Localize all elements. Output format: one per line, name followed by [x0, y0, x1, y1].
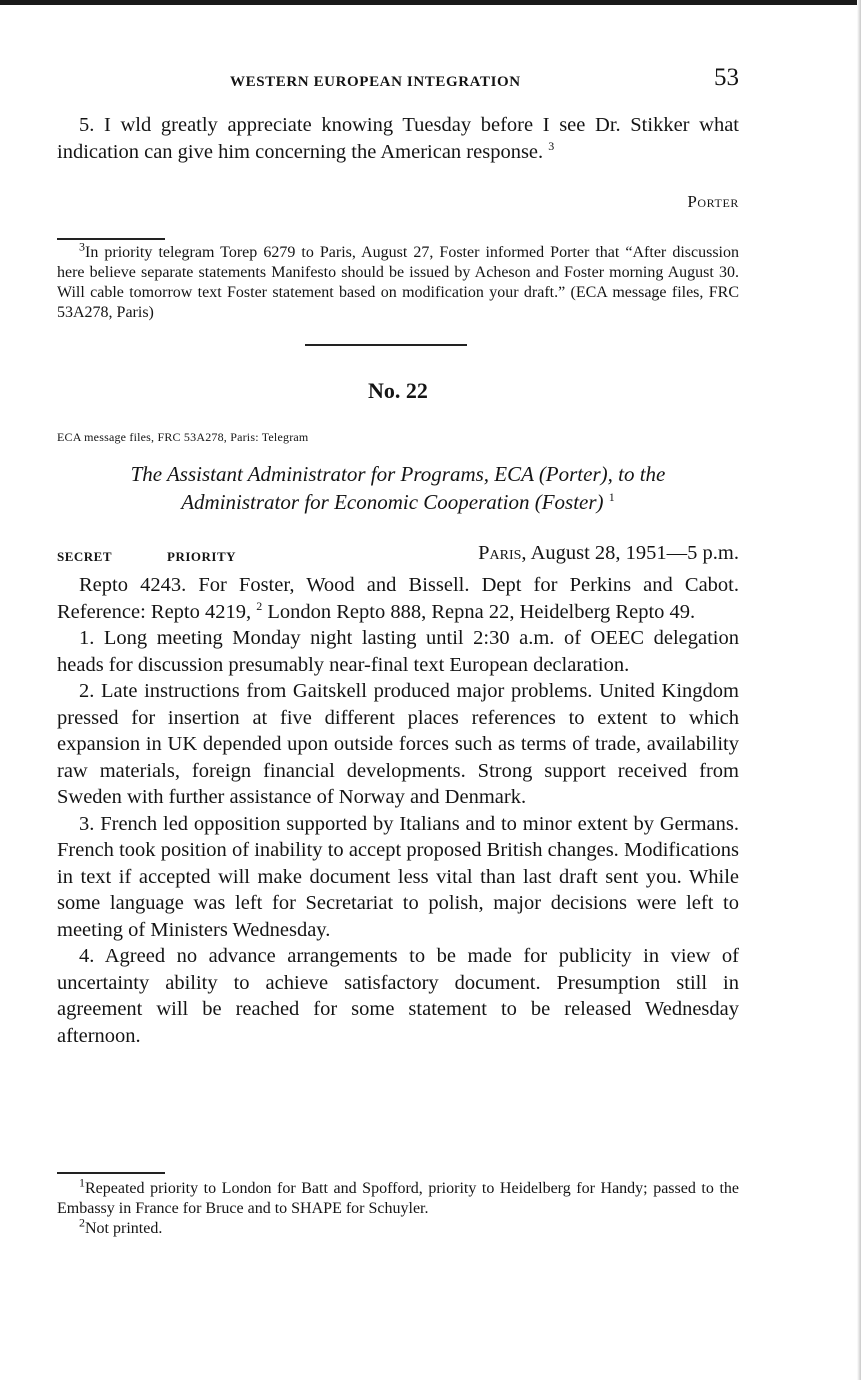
footnote-rule-top — [57, 238, 165, 240]
document-number: No. 22 — [368, 378, 428, 403]
classification: SECRET — [57, 549, 113, 564]
footnotes — [57, 1175, 739, 1239]
document-title-text: The Assistant Administrator for Programs, ECA (Porter), to the Administrator for Economic Cooperation (Foster) — [130, 462, 666, 514]
priority: PRIORITY — [167, 549, 237, 564]
document-title — [57, 460, 739, 516]
page-number: 53 — [714, 64, 739, 91]
running-head-title: WESTERN EUROPEAN INTEGRATION — [230, 74, 521, 90]
footnote-ref-1: 1 — [608, 490, 615, 504]
body-paragraph-3: 3. French led opposition supported by Italians and to minor extent by Germans. French took position of inability to accept proposed British changes. Modifications in text if accepted will make document less vital than last draft sent you. While some language was left for Secretariat to polish, major decisions were left to meeting of Ministers Wednesday. — [57, 812, 739, 941]
signature: Porter — [687, 192, 739, 211]
footnote-ref-2: 2 — [256, 598, 263, 613]
continued-paragraph — [57, 112, 739, 165]
footnote-ref-3: 3 — [548, 138, 555, 153]
body-paragraph-1: 1. Long meeting Monday night lasting until 2:30 a.m. of OEEC delegation heads for discussion presumably near-final text European declaration. — [57, 627, 739, 676]
telegram-header — [57, 542, 739, 570]
body-paragraph-4: 4. Agreed no advance arrangements to be made for publicity in view of uncertainty ability to achieve satisfactory document. Presumption still in agreement will be reached for some statement to be released Wednesday afternoon. — [57, 945, 739, 1047]
dateline-place: Paris, — [478, 542, 527, 564]
footnote-3-text: In priority telegram Torep 6279 to Paris, August 27, Foster informed Porter that “After discussion here believe separate statements Manifesto should be issued by Acheson and Foster morning August 30. Will cable tomorrow text Foster statement based on modification your draft.” (ECA message files, FRC 53A278, Paris) — [57, 244, 739, 321]
footnote-2 — [57, 1215, 739, 1239]
dateline-date: August 28, 1951—5 p.m. — [530, 542, 739, 564]
footnote-3-marker: 3 — [79, 239, 85, 254]
footnote-3 — [57, 239, 739, 323]
footnote-2-text: Not printed. — [85, 1220, 163, 1237]
telegram-body — [57, 572, 739, 1049]
page-right-edge — [857, 0, 861, 1380]
running-head — [57, 62, 739, 98]
body-intro-part1: Repto 4243. For Foster, Wood and Bissell. Dept for Perkins and Cabot. Reference: Repto 4219, — [57, 574, 739, 623]
body-intro-part2: London Repto 888, Repna 22, Heidelberg Repto 49. — [267, 600, 696, 623]
section-divider — [305, 344, 467, 346]
body-intro — [57, 572, 739, 625]
footnote-1 — [57, 1175, 739, 1219]
document-source: ECA message files, FRC 53A278, Paris: Telegram — [57, 430, 309, 444]
footnote-1-marker: 1 — [79, 1175, 85, 1190]
footnote-rule-bottom — [57, 1172, 165, 1174]
footnote-2-marker: 2 — [79, 1215, 85, 1230]
continued-paragraph-text: 5. I wld greatly appreciate knowing Tuesday before I see Dr. Stikker what indication can give him concerning the American response. — [57, 114, 739, 163]
footnote-1-text: Repeated priority to London for Batt and Spofford, priority to Heidelberg for Handy; passed to the Embassy in France for Bruce and to SHAPE for Schuyler. — [57, 1180, 739, 1217]
dateline — [478, 542, 739, 565]
body-paragraph-2: 2. Late instructions from Gaitskell produced major problems. United Kingdom pressed for insertion at five different places references to extent to which expansion in UK depended upon outside forces such as terms of trade, availability raw materials, foreign financial developments. Strong support received from Sweden with further assistance of Norway and Denmark. — [57, 680, 739, 808]
page-top-edge — [0, 0, 861, 5]
